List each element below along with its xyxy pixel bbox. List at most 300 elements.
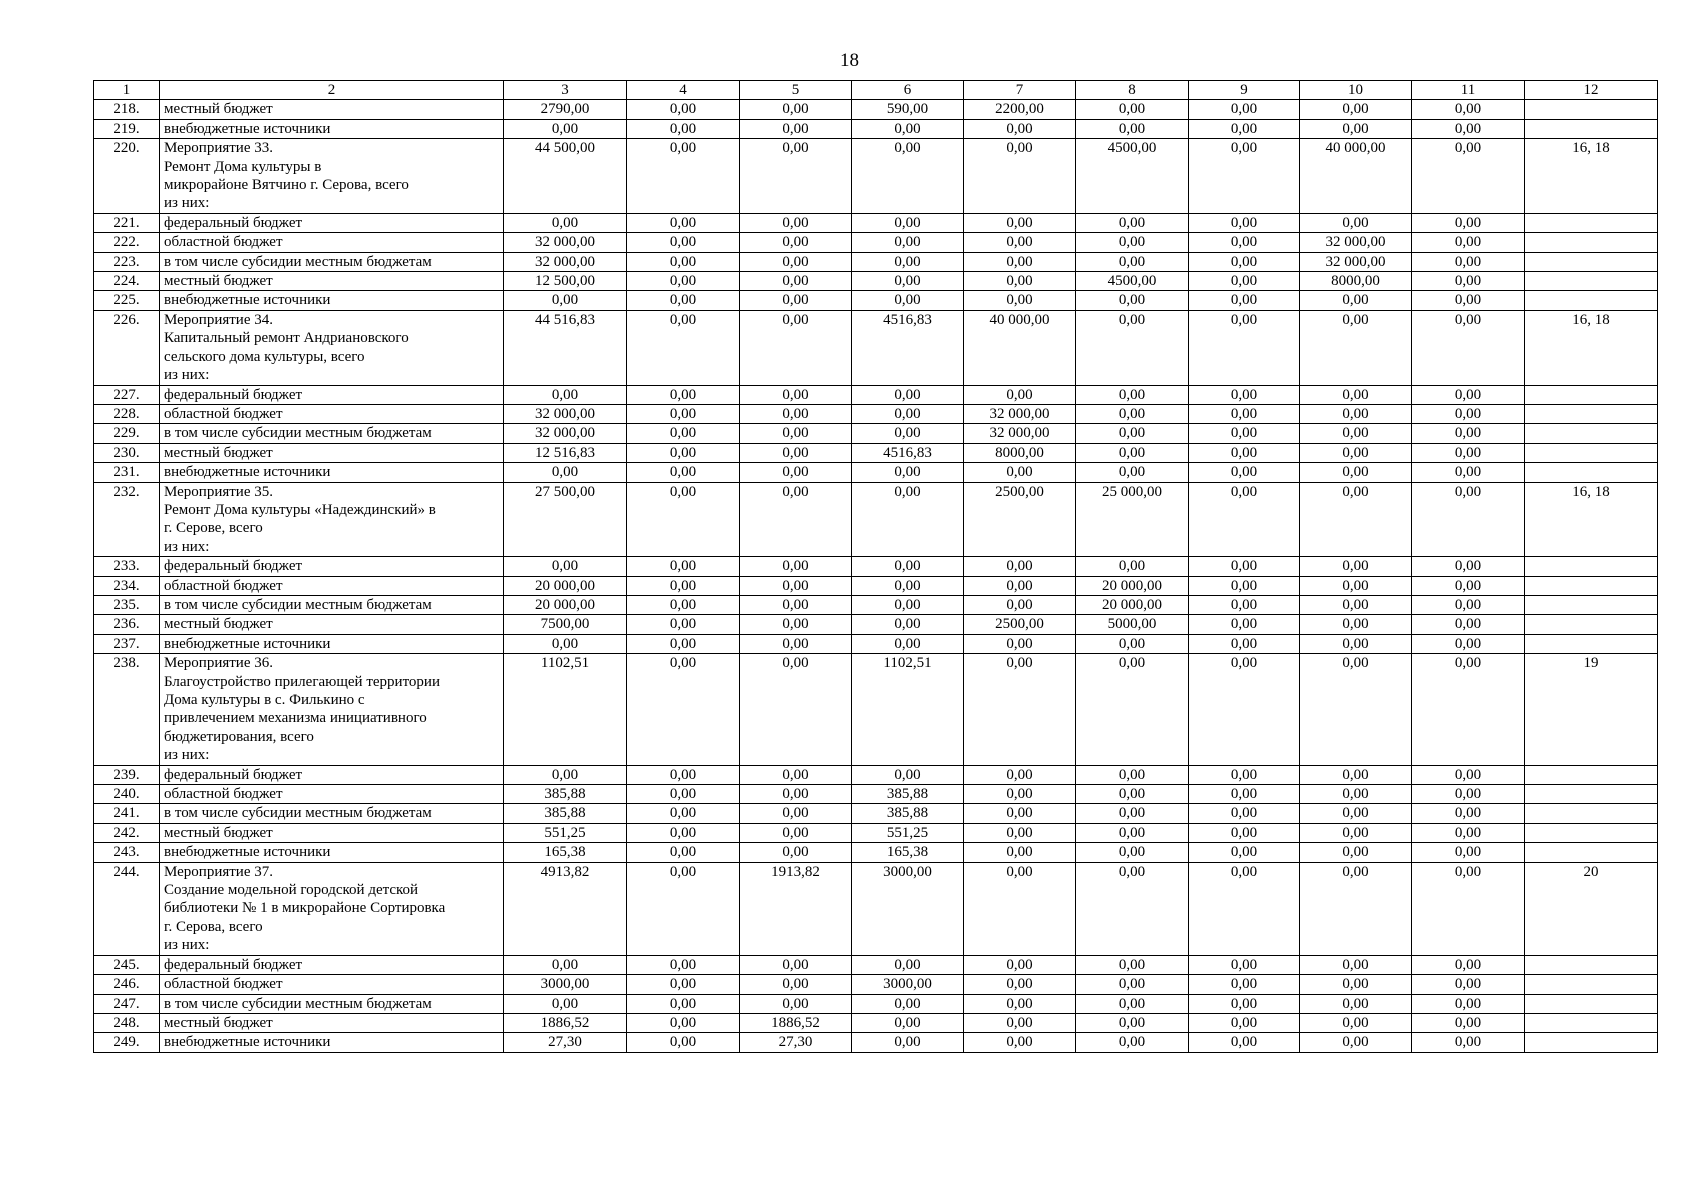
value-cell-col-10: 0,00 — [1300, 385, 1412, 404]
row-number: 219. — [94, 119, 160, 138]
value-cell-col-6: 0,00 — [852, 557, 964, 576]
value-cell-col-5: 0,00 — [740, 595, 852, 614]
row-description: внебюджетные источники — [160, 119, 504, 138]
value-cell-col-9: 0,00 — [1189, 443, 1300, 462]
value-cell-col-8: 4500,00 — [1076, 139, 1189, 214]
value-cell-col-10: 0,00 — [1300, 994, 1412, 1013]
value-cell-col-3: 0,00 — [504, 291, 627, 310]
row-description: Мероприятие 35. Ремонт Дома культуры «Надеждинский» в г. Серове, всего из них: — [160, 482, 504, 557]
value-cell-col-8: 0,00 — [1076, 252, 1189, 271]
value-cell-col-4: 0,00 — [627, 955, 740, 974]
page-number: 18 — [840, 50, 859, 71]
value-cell-col-6: 0,00 — [852, 291, 964, 310]
value-cell-col-7: 40 000,00 — [964, 310, 1076, 385]
value-cell-col-11: 0,00 — [1412, 424, 1525, 443]
table-row — [94, 1033, 1658, 1052]
value-cell-col-8: 0,00 — [1076, 634, 1189, 653]
value-cell-col-4: 0,00 — [627, 634, 740, 653]
value-cell-col-4: 0,00 — [627, 310, 740, 385]
value-cell-col-9: 0,00 — [1189, 994, 1300, 1013]
column-header-10: 10 — [1300, 81, 1412, 100]
value-cell-col-3: 27,30 — [504, 1033, 627, 1052]
value-cell-col-3: 20 000,00 — [504, 576, 627, 595]
value-cell-col-7: 0,00 — [964, 291, 1076, 310]
value-cell-col-5: 0,00 — [740, 765, 852, 784]
value-cell-col-9: 0,00 — [1189, 272, 1300, 291]
row-description: в том числе субсидии местным бюджетам — [160, 252, 504, 271]
row-note — [1525, 804, 1658, 823]
row-description: внебюджетные источники — [160, 843, 504, 862]
row-number: 239. — [94, 765, 160, 784]
row-note — [1525, 291, 1658, 310]
row-number: 224. — [94, 272, 160, 291]
value-cell-col-3: 4913,82 — [504, 862, 627, 955]
row-description: областной бюджет — [160, 404, 504, 423]
value-cell-col-5: 0,00 — [740, 404, 852, 423]
row-number: 218. — [94, 100, 160, 119]
table-row — [94, 139, 1658, 214]
value-cell-col-6: 0,00 — [852, 576, 964, 595]
value-cell-col-3: 385,88 — [504, 785, 627, 804]
value-cell-col-4: 0,00 — [627, 252, 740, 271]
row-note — [1525, 119, 1658, 138]
value-cell-col-9: 0,00 — [1189, 404, 1300, 423]
row-number: 238. — [94, 654, 160, 765]
value-cell-col-7: 0,00 — [964, 1013, 1076, 1032]
value-cell-col-5: 0,00 — [740, 385, 852, 404]
table-row — [94, 443, 1658, 462]
value-cell-col-10: 0,00 — [1300, 823, 1412, 842]
value-cell-col-9: 0,00 — [1189, 252, 1300, 271]
value-cell-col-9: 0,00 — [1189, 823, 1300, 842]
value-cell-col-7: 32 000,00 — [964, 424, 1076, 443]
value-cell-col-7: 0,00 — [964, 385, 1076, 404]
row-note — [1525, 213, 1658, 232]
row-description: областной бюджет — [160, 576, 504, 595]
value-cell-col-7: 0,00 — [964, 463, 1076, 482]
table-row — [94, 994, 1658, 1013]
value-cell-col-3: 7500,00 — [504, 615, 627, 634]
value-cell-col-4: 0,00 — [627, 595, 740, 614]
row-note — [1525, 615, 1658, 634]
value-cell-col-8: 0,00 — [1076, 310, 1189, 385]
value-cell-col-3: 12 516,83 — [504, 443, 627, 462]
row-number: 227. — [94, 385, 160, 404]
value-cell-col-5: 0,00 — [740, 785, 852, 804]
row-number: 245. — [94, 955, 160, 974]
table-row — [94, 119, 1658, 138]
value-cell-col-11: 0,00 — [1412, 100, 1525, 119]
value-cell-col-9: 0,00 — [1189, 385, 1300, 404]
row-note: 16, 18 — [1525, 310, 1658, 385]
value-cell-col-8: 0,00 — [1076, 785, 1189, 804]
value-cell-col-4: 0,00 — [627, 424, 740, 443]
value-cell-col-3: 551,25 — [504, 823, 627, 842]
value-cell-col-8: 0,00 — [1076, 804, 1189, 823]
value-cell-col-9: 0,00 — [1189, 213, 1300, 232]
row-description: внебюджетные источники — [160, 291, 504, 310]
value-cell-col-9: 0,00 — [1189, 634, 1300, 653]
row-number: 230. — [94, 443, 160, 462]
value-cell-col-7: 0,00 — [964, 119, 1076, 138]
value-cell-col-6: 0,00 — [852, 595, 964, 614]
row-description: внебюджетные источники — [160, 1033, 504, 1052]
row-number: 228. — [94, 404, 160, 423]
column-header-3: 3 — [504, 81, 627, 100]
value-cell-col-3: 44 500,00 — [504, 139, 627, 214]
value-cell-col-9: 0,00 — [1189, 955, 1300, 974]
row-description: в том числе субсидии местным бюджетам — [160, 994, 504, 1013]
row-note — [1525, 1033, 1658, 1052]
value-cell-col-8: 0,00 — [1076, 843, 1189, 862]
value-cell-col-8: 0,00 — [1076, 955, 1189, 974]
row-note — [1525, 404, 1658, 423]
value-cell-col-11: 0,00 — [1412, 482, 1525, 557]
value-cell-col-5: 0,00 — [740, 843, 852, 862]
value-cell-col-6: 165,38 — [852, 843, 964, 862]
table-row — [94, 634, 1658, 653]
value-cell-col-7: 0,00 — [964, 595, 1076, 614]
value-cell-col-10: 0,00 — [1300, 1033, 1412, 1052]
value-cell-col-8: 0,00 — [1076, 404, 1189, 423]
value-cell-col-5: 0,00 — [740, 443, 852, 462]
value-cell-col-4: 0,00 — [627, 233, 740, 252]
row-note — [1525, 385, 1658, 404]
value-cell-col-11: 0,00 — [1412, 595, 1525, 614]
value-cell-col-10: 0,00 — [1300, 213, 1412, 232]
value-cell-col-5: 0,00 — [740, 213, 852, 232]
column-header-5: 5 — [740, 81, 852, 100]
value-cell-col-9: 0,00 — [1189, 654, 1300, 765]
column-header-12: 12 — [1525, 81, 1658, 100]
column-header-11: 11 — [1412, 81, 1525, 100]
table-row — [94, 595, 1658, 614]
value-cell-col-10: 0,00 — [1300, 634, 1412, 653]
row-note — [1525, 595, 1658, 614]
value-cell-col-8: 20 000,00 — [1076, 576, 1189, 595]
value-cell-col-10: 0,00 — [1300, 576, 1412, 595]
value-cell-col-7: 0,00 — [964, 765, 1076, 784]
value-cell-col-8: 0,00 — [1076, 862, 1189, 955]
value-cell-col-7: 2500,00 — [964, 615, 1076, 634]
row-note — [1525, 576, 1658, 595]
row-description: федеральный бюджет — [160, 385, 504, 404]
value-cell-col-5: 0,00 — [740, 463, 852, 482]
table-row — [94, 823, 1658, 842]
row-number: 237. — [94, 634, 160, 653]
value-cell-col-5: 0,00 — [740, 139, 852, 214]
value-cell-col-8: 0,00 — [1076, 119, 1189, 138]
value-cell-col-8: 0,00 — [1076, 765, 1189, 784]
row-number: 235. — [94, 595, 160, 614]
value-cell-col-6: 0,00 — [852, 765, 964, 784]
value-cell-col-9: 0,00 — [1189, 310, 1300, 385]
column-header-2: 2 — [160, 81, 504, 100]
table-row — [94, 404, 1658, 423]
value-cell-col-8: 0,00 — [1076, 385, 1189, 404]
value-cell-col-5: 0,00 — [740, 955, 852, 974]
row-number: 221. — [94, 213, 160, 232]
row-note — [1525, 994, 1658, 1013]
value-cell-col-10: 0,00 — [1300, 443, 1412, 462]
value-cell-col-5: 0,00 — [740, 654, 852, 765]
value-cell-col-10: 0,00 — [1300, 654, 1412, 765]
value-cell-col-5: 1913,82 — [740, 862, 852, 955]
value-cell-col-9: 0,00 — [1189, 576, 1300, 595]
value-cell-col-11: 0,00 — [1412, 385, 1525, 404]
row-number: 244. — [94, 862, 160, 955]
row-note — [1525, 233, 1658, 252]
value-cell-col-7: 0,00 — [964, 233, 1076, 252]
value-cell-col-10: 0,00 — [1300, 804, 1412, 823]
value-cell-col-6: 0,00 — [852, 634, 964, 653]
value-cell-col-5: 0,00 — [740, 291, 852, 310]
value-cell-col-10: 0,00 — [1300, 100, 1412, 119]
value-cell-col-7: 0,00 — [964, 654, 1076, 765]
value-cell-col-10: 0,00 — [1300, 482, 1412, 557]
row-number: 222. — [94, 233, 160, 252]
value-cell-col-3: 32 000,00 — [504, 404, 627, 423]
value-cell-col-9: 0,00 — [1189, 482, 1300, 557]
value-cell-col-4: 0,00 — [627, 272, 740, 291]
value-cell-col-8: 0,00 — [1076, 463, 1189, 482]
table-row — [94, 233, 1658, 252]
value-cell-col-7: 0,00 — [964, 557, 1076, 576]
row-note — [1525, 424, 1658, 443]
value-cell-col-9: 0,00 — [1189, 1013, 1300, 1032]
value-cell-col-5: 0,00 — [740, 119, 852, 138]
value-cell-col-10: 32 000,00 — [1300, 252, 1412, 271]
row-note — [1525, 463, 1658, 482]
value-cell-col-6: 0,00 — [852, 1013, 964, 1032]
value-cell-col-6: 0,00 — [852, 213, 964, 232]
value-cell-col-7: 0,00 — [964, 862, 1076, 955]
value-cell-col-8: 0,00 — [1076, 1013, 1189, 1032]
row-note — [1525, 765, 1658, 784]
value-cell-col-6: 385,88 — [852, 804, 964, 823]
value-cell-col-7: 0,00 — [964, 1033, 1076, 1052]
table-row — [94, 557, 1658, 576]
value-cell-col-10: 0,00 — [1300, 955, 1412, 974]
value-cell-col-6: 0,00 — [852, 385, 964, 404]
value-cell-col-7: 0,00 — [964, 576, 1076, 595]
row-note — [1525, 843, 1658, 862]
row-description: в том числе субсидии местным бюджетам — [160, 595, 504, 614]
value-cell-col-7: 0,00 — [964, 785, 1076, 804]
value-cell-col-4: 0,00 — [627, 1013, 740, 1032]
row-description: внебюджетные источники — [160, 634, 504, 653]
table-row — [94, 100, 1658, 119]
row-description: Мероприятие 37. Создание модельной городской детской библиотеки № 1 в микрорайоне Сортировка г. Серова, всего из них: — [160, 862, 504, 955]
value-cell-col-9: 0,00 — [1189, 100, 1300, 119]
value-cell-col-6: 0,00 — [852, 615, 964, 634]
value-cell-col-3: 0,00 — [504, 765, 627, 784]
value-cell-col-5: 0,00 — [740, 804, 852, 823]
column-header-1: 1 — [94, 81, 160, 100]
value-cell-col-6: 4516,83 — [852, 310, 964, 385]
value-cell-col-7: 0,00 — [964, 634, 1076, 653]
row-description: местный бюджет — [160, 272, 504, 291]
value-cell-col-7: 0,00 — [964, 843, 1076, 862]
table-row — [94, 463, 1658, 482]
value-cell-col-5: 0,00 — [740, 576, 852, 595]
value-cell-col-4: 0,00 — [627, 615, 740, 634]
row-number: 241. — [94, 804, 160, 823]
value-cell-col-9: 0,00 — [1189, 119, 1300, 138]
value-cell-col-10: 32 000,00 — [1300, 233, 1412, 252]
value-cell-col-3: 0,00 — [504, 634, 627, 653]
row-number: 246. — [94, 975, 160, 994]
value-cell-col-7: 0,00 — [964, 139, 1076, 214]
value-cell-col-4: 0,00 — [627, 291, 740, 310]
value-cell-col-8: 0,00 — [1076, 823, 1189, 842]
value-cell-col-9: 0,00 — [1189, 424, 1300, 443]
table-row — [94, 213, 1658, 232]
row-note: 16, 18 — [1525, 482, 1658, 557]
row-description: местный бюджет — [160, 615, 504, 634]
row-note — [1525, 272, 1658, 291]
value-cell-col-7: 0,00 — [964, 823, 1076, 842]
value-cell-col-8: 0,00 — [1076, 100, 1189, 119]
value-cell-col-10: 0,00 — [1300, 291, 1412, 310]
row-description: федеральный бюджет — [160, 557, 504, 576]
row-description: областной бюджет — [160, 975, 504, 994]
value-cell-col-11: 0,00 — [1412, 139, 1525, 214]
row-note — [1525, 557, 1658, 576]
value-cell-col-9: 0,00 — [1189, 843, 1300, 862]
value-cell-col-8: 0,00 — [1076, 443, 1189, 462]
value-cell-col-8: 20 000,00 — [1076, 595, 1189, 614]
value-cell-col-6: 0,00 — [852, 1033, 964, 1052]
row-description: в том числе субсидии местным бюджетам — [160, 424, 504, 443]
value-cell-col-4: 0,00 — [627, 994, 740, 1013]
value-cell-col-3: 12 500,00 — [504, 272, 627, 291]
value-cell-col-11: 0,00 — [1412, 119, 1525, 138]
value-cell-col-8: 25 000,00 — [1076, 482, 1189, 557]
value-cell-col-11: 0,00 — [1412, 463, 1525, 482]
value-cell-col-9: 0,00 — [1189, 615, 1300, 634]
value-cell-col-7: 2200,00 — [964, 100, 1076, 119]
value-cell-col-10: 0,00 — [1300, 785, 1412, 804]
value-cell-col-10: 0,00 — [1300, 557, 1412, 576]
value-cell-col-11: 0,00 — [1412, 291, 1525, 310]
value-cell-col-5: 0,00 — [740, 482, 852, 557]
value-cell-col-10: 0,00 — [1300, 862, 1412, 955]
table-row — [94, 843, 1658, 862]
value-cell-col-8: 0,00 — [1076, 424, 1189, 443]
value-cell-col-3: 1102,51 — [504, 654, 627, 765]
value-cell-col-7: 2500,00 — [964, 482, 1076, 557]
table-row — [94, 862, 1658, 955]
table-row — [94, 955, 1658, 974]
value-cell-col-4: 0,00 — [627, 975, 740, 994]
value-cell-col-6: 3000,00 — [852, 975, 964, 994]
value-cell-col-7: 0,00 — [964, 213, 1076, 232]
value-cell-col-5: 0,00 — [740, 557, 852, 576]
value-cell-col-3: 165,38 — [504, 843, 627, 862]
value-cell-col-10: 0,00 — [1300, 310, 1412, 385]
value-cell-col-10: 40 000,00 — [1300, 139, 1412, 214]
row-number: 236. — [94, 615, 160, 634]
value-cell-col-11: 0,00 — [1412, 823, 1525, 842]
table-row — [94, 785, 1658, 804]
table-row — [94, 272, 1658, 291]
row-note: 20 — [1525, 862, 1658, 955]
value-cell-col-4: 0,00 — [627, 463, 740, 482]
value-cell-col-4: 0,00 — [627, 557, 740, 576]
value-cell-col-9: 0,00 — [1189, 862, 1300, 955]
value-cell-col-7: 0,00 — [964, 994, 1076, 1013]
row-note — [1525, 1013, 1658, 1032]
value-cell-col-3: 32 000,00 — [504, 252, 627, 271]
value-cell-col-11: 0,00 — [1412, 765, 1525, 784]
value-cell-col-5: 0,00 — [740, 994, 852, 1013]
value-cell-col-6: 385,88 — [852, 785, 964, 804]
column-header-9: 9 — [1189, 81, 1300, 100]
value-cell-col-8: 0,00 — [1076, 233, 1189, 252]
row-number: 232. — [94, 482, 160, 557]
value-cell-col-9: 0,00 — [1189, 139, 1300, 214]
value-cell-col-11: 0,00 — [1412, 252, 1525, 271]
table-header — [94, 81, 1658, 100]
value-cell-col-9: 0,00 — [1189, 463, 1300, 482]
value-cell-col-10: 0,00 — [1300, 765, 1412, 784]
table-row — [94, 252, 1658, 271]
value-cell-col-11: 0,00 — [1412, 634, 1525, 653]
row-description: федеральный бюджет — [160, 213, 504, 232]
value-cell-col-10: 0,00 — [1300, 975, 1412, 994]
value-cell-col-5: 0,00 — [740, 634, 852, 653]
value-cell-col-6: 0,00 — [852, 272, 964, 291]
row-description: местный бюджет — [160, 443, 504, 462]
value-cell-col-9: 0,00 — [1189, 1033, 1300, 1052]
value-cell-col-5: 0,00 — [740, 310, 852, 385]
value-cell-col-8: 0,00 — [1076, 654, 1189, 765]
value-cell-col-9: 0,00 — [1189, 233, 1300, 252]
value-cell-col-7: 0,00 — [964, 975, 1076, 994]
value-cell-col-5: 0,00 — [740, 424, 852, 443]
table-row — [94, 424, 1658, 443]
row-number: 234. — [94, 576, 160, 595]
row-number: 223. — [94, 252, 160, 271]
value-cell-col-7: 0,00 — [964, 955, 1076, 974]
value-cell-col-11: 0,00 — [1412, 443, 1525, 462]
value-cell-col-11: 0,00 — [1412, 272, 1525, 291]
value-cell-col-3: 0,00 — [504, 463, 627, 482]
value-cell-col-11: 0,00 — [1412, 654, 1525, 765]
value-cell-col-5: 27,30 — [740, 1033, 852, 1052]
value-cell-col-5: 0,00 — [740, 233, 852, 252]
value-cell-col-8: 0,00 — [1076, 1033, 1189, 1052]
value-cell-col-11: 0,00 — [1412, 557, 1525, 576]
value-cell-col-11: 0,00 — [1412, 310, 1525, 385]
table-row — [94, 482, 1658, 557]
column-header-7: 7 — [964, 81, 1076, 100]
value-cell-col-8: 5000,00 — [1076, 615, 1189, 634]
value-cell-col-3: 0,00 — [504, 557, 627, 576]
value-cell-col-8: 0,00 — [1076, 213, 1189, 232]
value-cell-col-9: 0,00 — [1189, 291, 1300, 310]
row-description: местный бюджет — [160, 823, 504, 842]
value-cell-col-8: 0,00 — [1076, 994, 1189, 1013]
value-cell-col-3: 20 000,00 — [504, 595, 627, 614]
value-cell-col-5: 0,00 — [740, 252, 852, 271]
row-number: 220. — [94, 139, 160, 214]
row-description: областной бюджет — [160, 785, 504, 804]
table-row — [94, 385, 1658, 404]
value-cell-col-6: 551,25 — [852, 823, 964, 842]
value-cell-col-10: 0,00 — [1300, 424, 1412, 443]
